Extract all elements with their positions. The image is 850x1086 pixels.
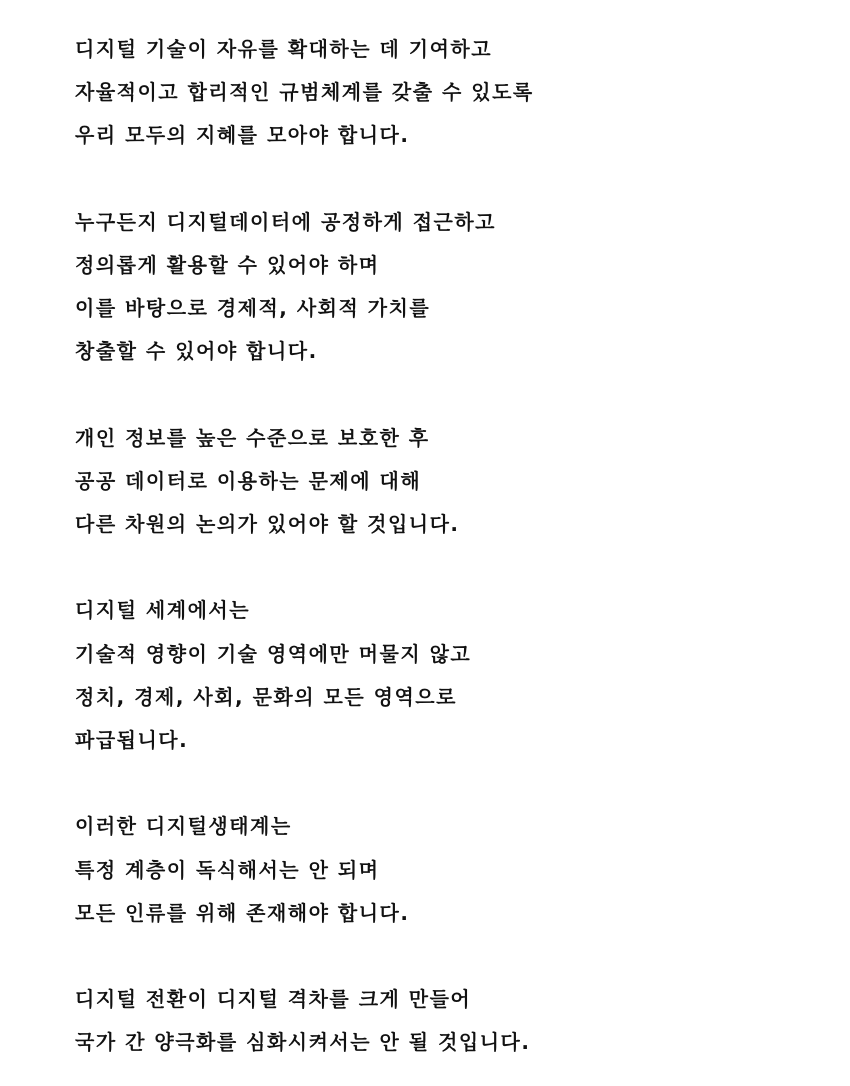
paragraph-gap [75,158,815,201]
document-body [75,28,815,1065]
paragraph-4 [75,589,815,762]
text-line: 이러한 디지털생태계는 [75,814,292,839]
text-line: 누구든지 디지털데이터에 공정하게 접근하고 [75,209,496,234]
text-line: 정치, 경제, 사회, 문화의 모든 영역으로 [75,684,457,709]
text-line: 정의롭게 활용할 수 있어야 하며 [75,252,380,277]
text-line: 국가 간 양극화를 심화시켜서는 안 될 것입니다. [75,1030,531,1055]
text-line: 파급됩니다. [75,728,189,752]
paragraph-3 [75,417,815,547]
text-line: 모든 인류를 위해 존재해야 합니다. [75,900,410,925]
text-line: 특정 계층이 독식해서는 안 되며 [75,857,380,882]
text-line: 이를 바탕으로 경제적, 사회적 가치를 [75,296,431,321]
text-line: 기술적 영향이 기술 영역에만 머물지 않고 [75,641,472,666]
text-line: 디지털 세계에서는 [75,598,251,623]
text-line: 창출할 수 있어야 합니다. [75,339,318,364]
text-line: 공공 데이터로 이용하는 문제에 대해 [75,468,422,493]
paragraph-5 [75,805,815,935]
text-line: 우리 모두의 지혜를 모아야 합니다. [75,123,410,148]
paragraph-gap [75,546,815,589]
paragraph-gap [75,762,815,805]
paragraph-2 [75,201,815,374]
text-line: 자율적이고 합리적인 규범체계를 갖출 수 있도록 [75,80,534,105]
text-line: 개인 정보를 높은 수준으로 보호한 후 [75,425,430,450]
paragraph-1 [75,28,815,158]
text-line: 디지털 기술이 자유를 확대하는 데 기여하고 [75,37,493,61]
text-line: 디지털 전환이 디지털 격차를 크게 만들어 [75,987,472,1012]
text-line: 다른 차원의 논의가 있어야 할 것입니다. [75,512,460,537]
paragraph-6 [75,978,815,1064]
paragraph-gap [75,374,815,417]
paragraph-gap [75,935,815,978]
